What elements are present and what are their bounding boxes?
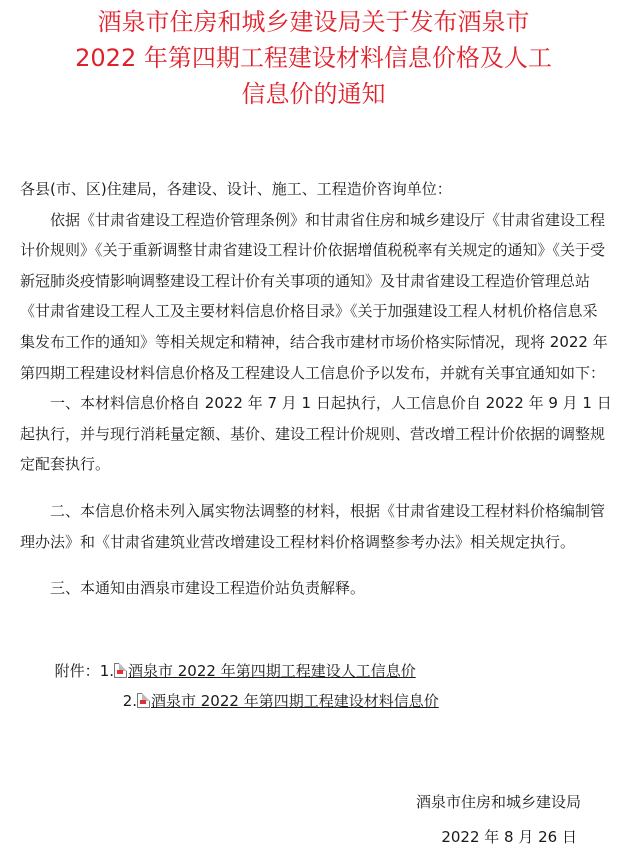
document-title xyxy=(0,4,627,112)
paragraph-item-1: 一、本材料信息价格自 2022 年 7 月 1 日起执行，人工信息价自 2022 年 9 月 1 日起执行，并与现行消耗量定额、基价、建设工程计价规则、营改增工程计价依据的调整规定配套执行。 xyxy=(20,394,612,474)
file-icon xyxy=(114,663,127,678)
signature-org: 酒泉市住房和城乡建设局 xyxy=(415,793,581,811)
addressee: 各县(市、区)住建局，各建设、设计、施工、工程造价咨询单位： xyxy=(20,180,452,198)
attachment-title: 酒泉市 2022 年第四期工程建设人工信息价 xyxy=(128,661,416,680)
attachment-number: 1. xyxy=(99,661,114,680)
document-body xyxy=(20,174,612,716)
paragraph-basis: 依据《甘肃省建设工程造价管理条例》和甘肃省住房和城乡建设厅《甘肃省建设工程计价规则》《关于重新调整甘肃省建设工程计价依据增值税税率有关规定的通知》《关于受新冠肺炎疫情影响调整建设工程计价有关事项的通知》及甘肃省建设工程造价管理总站《甘肃省建设工程人工及主要材料信息价格目录》《关于加强建设工程人材机价格信息采集发布工作的通知》等相关规定和精神，结合我市建材市场价格实际情况，现将 2022 年第四期工程建设材料信息价格及工程建设人工信息价予以发布，并就有关事宜通知如下： xyxy=(20,210,608,382)
attachment-link-labor-price[interactable] xyxy=(114,662,416,680)
signature-block xyxy=(416,787,581,853)
attachment-title: 酒泉市 2022 年第四期工程建设材料信息价 xyxy=(151,691,439,710)
attachment-link-material-price[interactable] xyxy=(137,692,439,710)
attachment-item xyxy=(20,686,612,716)
paragraph-item-3: 三、本通知由酒泉市建设工程造价站负责解释。 xyxy=(50,579,366,598)
title-line-1: 酒泉市住房和城乡建设局关于发布酒泉市 xyxy=(97,8,530,36)
attachments-label: 附件： xyxy=(54,661,100,680)
attachment-number: 2. xyxy=(122,691,137,710)
title-line-2: 2022 年第四期工程建设材料信息价格及人工 xyxy=(75,44,552,72)
title-line-3: 信息价的通知 xyxy=(241,80,386,108)
attachment-item xyxy=(20,656,612,686)
paragraph-item-2: 二、本信息价格未列入属实物法调整的材料，根据《甘肃省建设工程材料价格编制管理办法》和《甘肃省建筑业营改增建设工程材料价格调整参考办法》相关规定执行。 xyxy=(20,501,606,551)
file-icon xyxy=(137,693,150,708)
signature-date: 2022 年 8 月 26 日 xyxy=(441,828,577,846)
attachments-list xyxy=(20,656,612,716)
